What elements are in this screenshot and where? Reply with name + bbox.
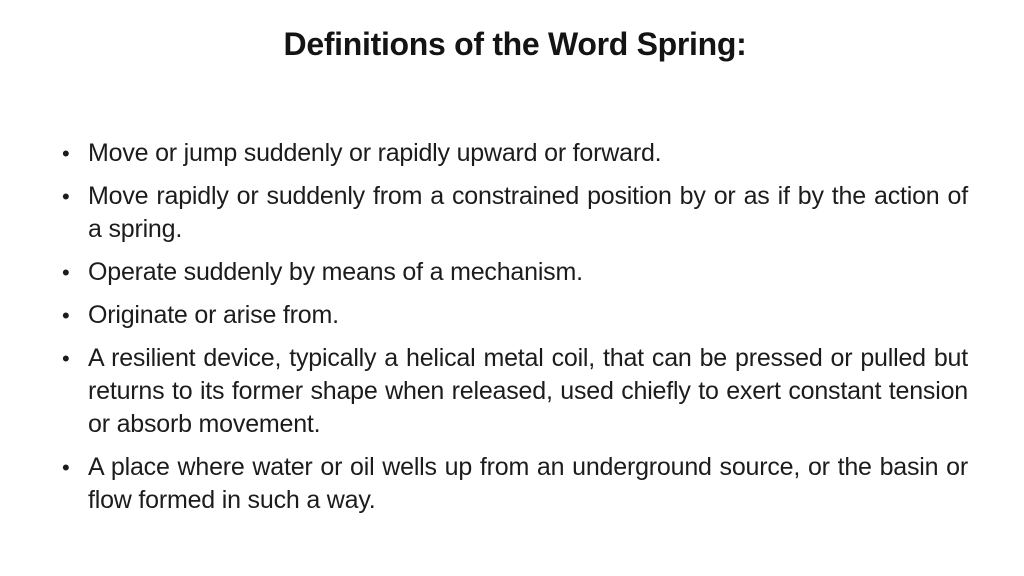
definition-text: Originate or arise from.	[88, 300, 339, 329]
list-item	[62, 342, 968, 441]
bullet-icon: •	[62, 140, 70, 166]
bullet-icon: •	[62, 259, 70, 285]
bullet-icon: •	[62, 345, 70, 371]
list-item	[62, 137, 968, 170]
definition-text: A resilient device, typically a helical metal coil, that can be pressed or pulled but returns to its former shape when released, used chiefly to exert constant tension or absorb movement.	[88, 343, 968, 438]
list-item	[62, 299, 968, 332]
list-item	[62, 256, 968, 289]
slide-title: Definitions of the Word Spring:	[283, 26, 747, 62]
definition-text: Move or jump suddenly or rapidly upward or forward.	[88, 138, 662, 167]
bullet-icon: •	[62, 454, 70, 480]
definition-text: A place where water or oil wells up from an underground source, or the basin or flow formed in such a way.	[88, 452, 968, 514]
bullet-icon: •	[62, 183, 70, 209]
definition-list	[62, 137, 968, 517]
list-item	[62, 451, 968, 517]
list-item	[62, 180, 968, 246]
definition-text: Move rapidly or suddenly from a constrained position by or as if by the action of a spring.	[88, 181, 968, 243]
bullet-icon: •	[62, 302, 70, 328]
definition-text: Operate suddenly by means of a mechanism.	[88, 257, 583, 286]
